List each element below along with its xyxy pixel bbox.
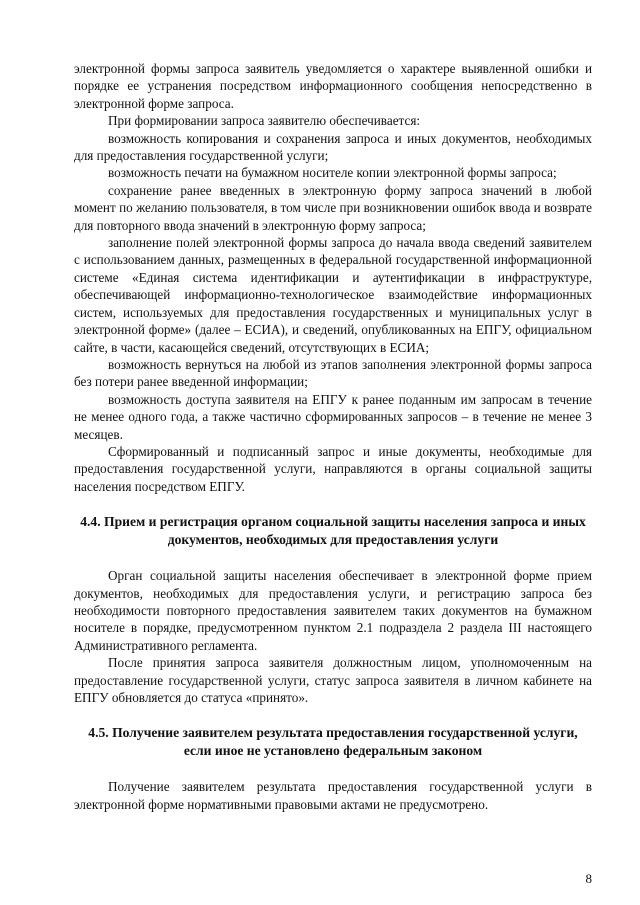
paragraph: возможность копирования и сохранения запроса и иных документов, необходимых для предоставления государственной услуги; [74,130,592,164]
spacer [74,706,592,724]
spacer [74,760,592,778]
page-number: 8 [585,871,592,886]
paragraph: возможность вернуться на любой из этапов заполнения электронной формы запроса без потери ранее введенной информации; [74,356,592,390]
paragraph: сохранение ранее введенных в электронную форму запроса значений в любой момент по желанию пользователя, в том числе при возникновении ошибок ввода и возврате для повторного ввода значений в электронную форму запроса; [74,182,592,233]
spacer [74,549,592,567]
paragraph: Получение заявителем результата предоставления государственной услуги в электронной форме нормативными правовыми актами не предусмотрено. [74,779,592,812]
section-heading-4-4: 4.4. Прием и регистрация органом социальной защиты населения запроса и иных документов, необходимых для предоставления услуги [80,514,586,548]
paragraph: возможность доступа заявителя на ЕПГУ к ранее поданным им запросам в течение не менее одного года, а также частично сформированных запросов – в течение не менее 3 месяцев. [74,391,592,442]
section-heading-4-5: 4.5. Получение заявителем результата предоставления государственной услуги, если иное не установлено федеральным законом [88,725,578,759]
paragraph: Орган социальной защиты населения обеспечивает в электронной форме прием документов, необходимых для предоставления услуги, и регистрацию запроса без необходимости повторного предоставления заявителем таких документов на бумажном носителе в порядке, предусмотренном пунктом 2.1 подраздела 2 раздела III настоящего Административного регламента. [74,568,592,653]
paragraph: заполнение полей электронной формы запроса до начала ввода сведений заявителем с использованием данных, размещенных в федеральной государственной информационной системе «Единая система идентификации и аутентификации в инфраструктуре, обеспечивающей информационно-технологическое взаимодействие информационных систем, используемых для предоставления государственных и муниципальных услуг в электронной форме» (далее – ЕСИА), и сведений, опубликованных на ЕПГУ, официальном сайте, в части, касающейся сведений, отсутствующих в ЕСИА; [74,235,592,355]
paragraph: электронной формы запроса заявитель уведомляется о характере выявленной ошибки и порядке ее устранения посредством информационного сообщения непосредственно в электронной форме запроса. [74,61,592,111]
paragraph: При формировании запроса заявителю обеспечивается: [108,113,421,129]
paragraph: возможность печати на бумажном носителе копии электронной формы запроса; [108,165,557,181]
spacer [74,495,592,513]
paragraph: После принятия запроса заявителя должностным лицом, уполномоченным на предоставление государственной услуги, статус запроса заявителя в личном кабинете на ЕПГУ обновляется до статуса «принято». [74,655,592,705]
paragraph: Сформированный и подписанный запрос и иные документы, необходимые для предоставления государственной услуги, направляются в органы социальной защиты населения посредством ЕПГУ. [74,443,592,494]
